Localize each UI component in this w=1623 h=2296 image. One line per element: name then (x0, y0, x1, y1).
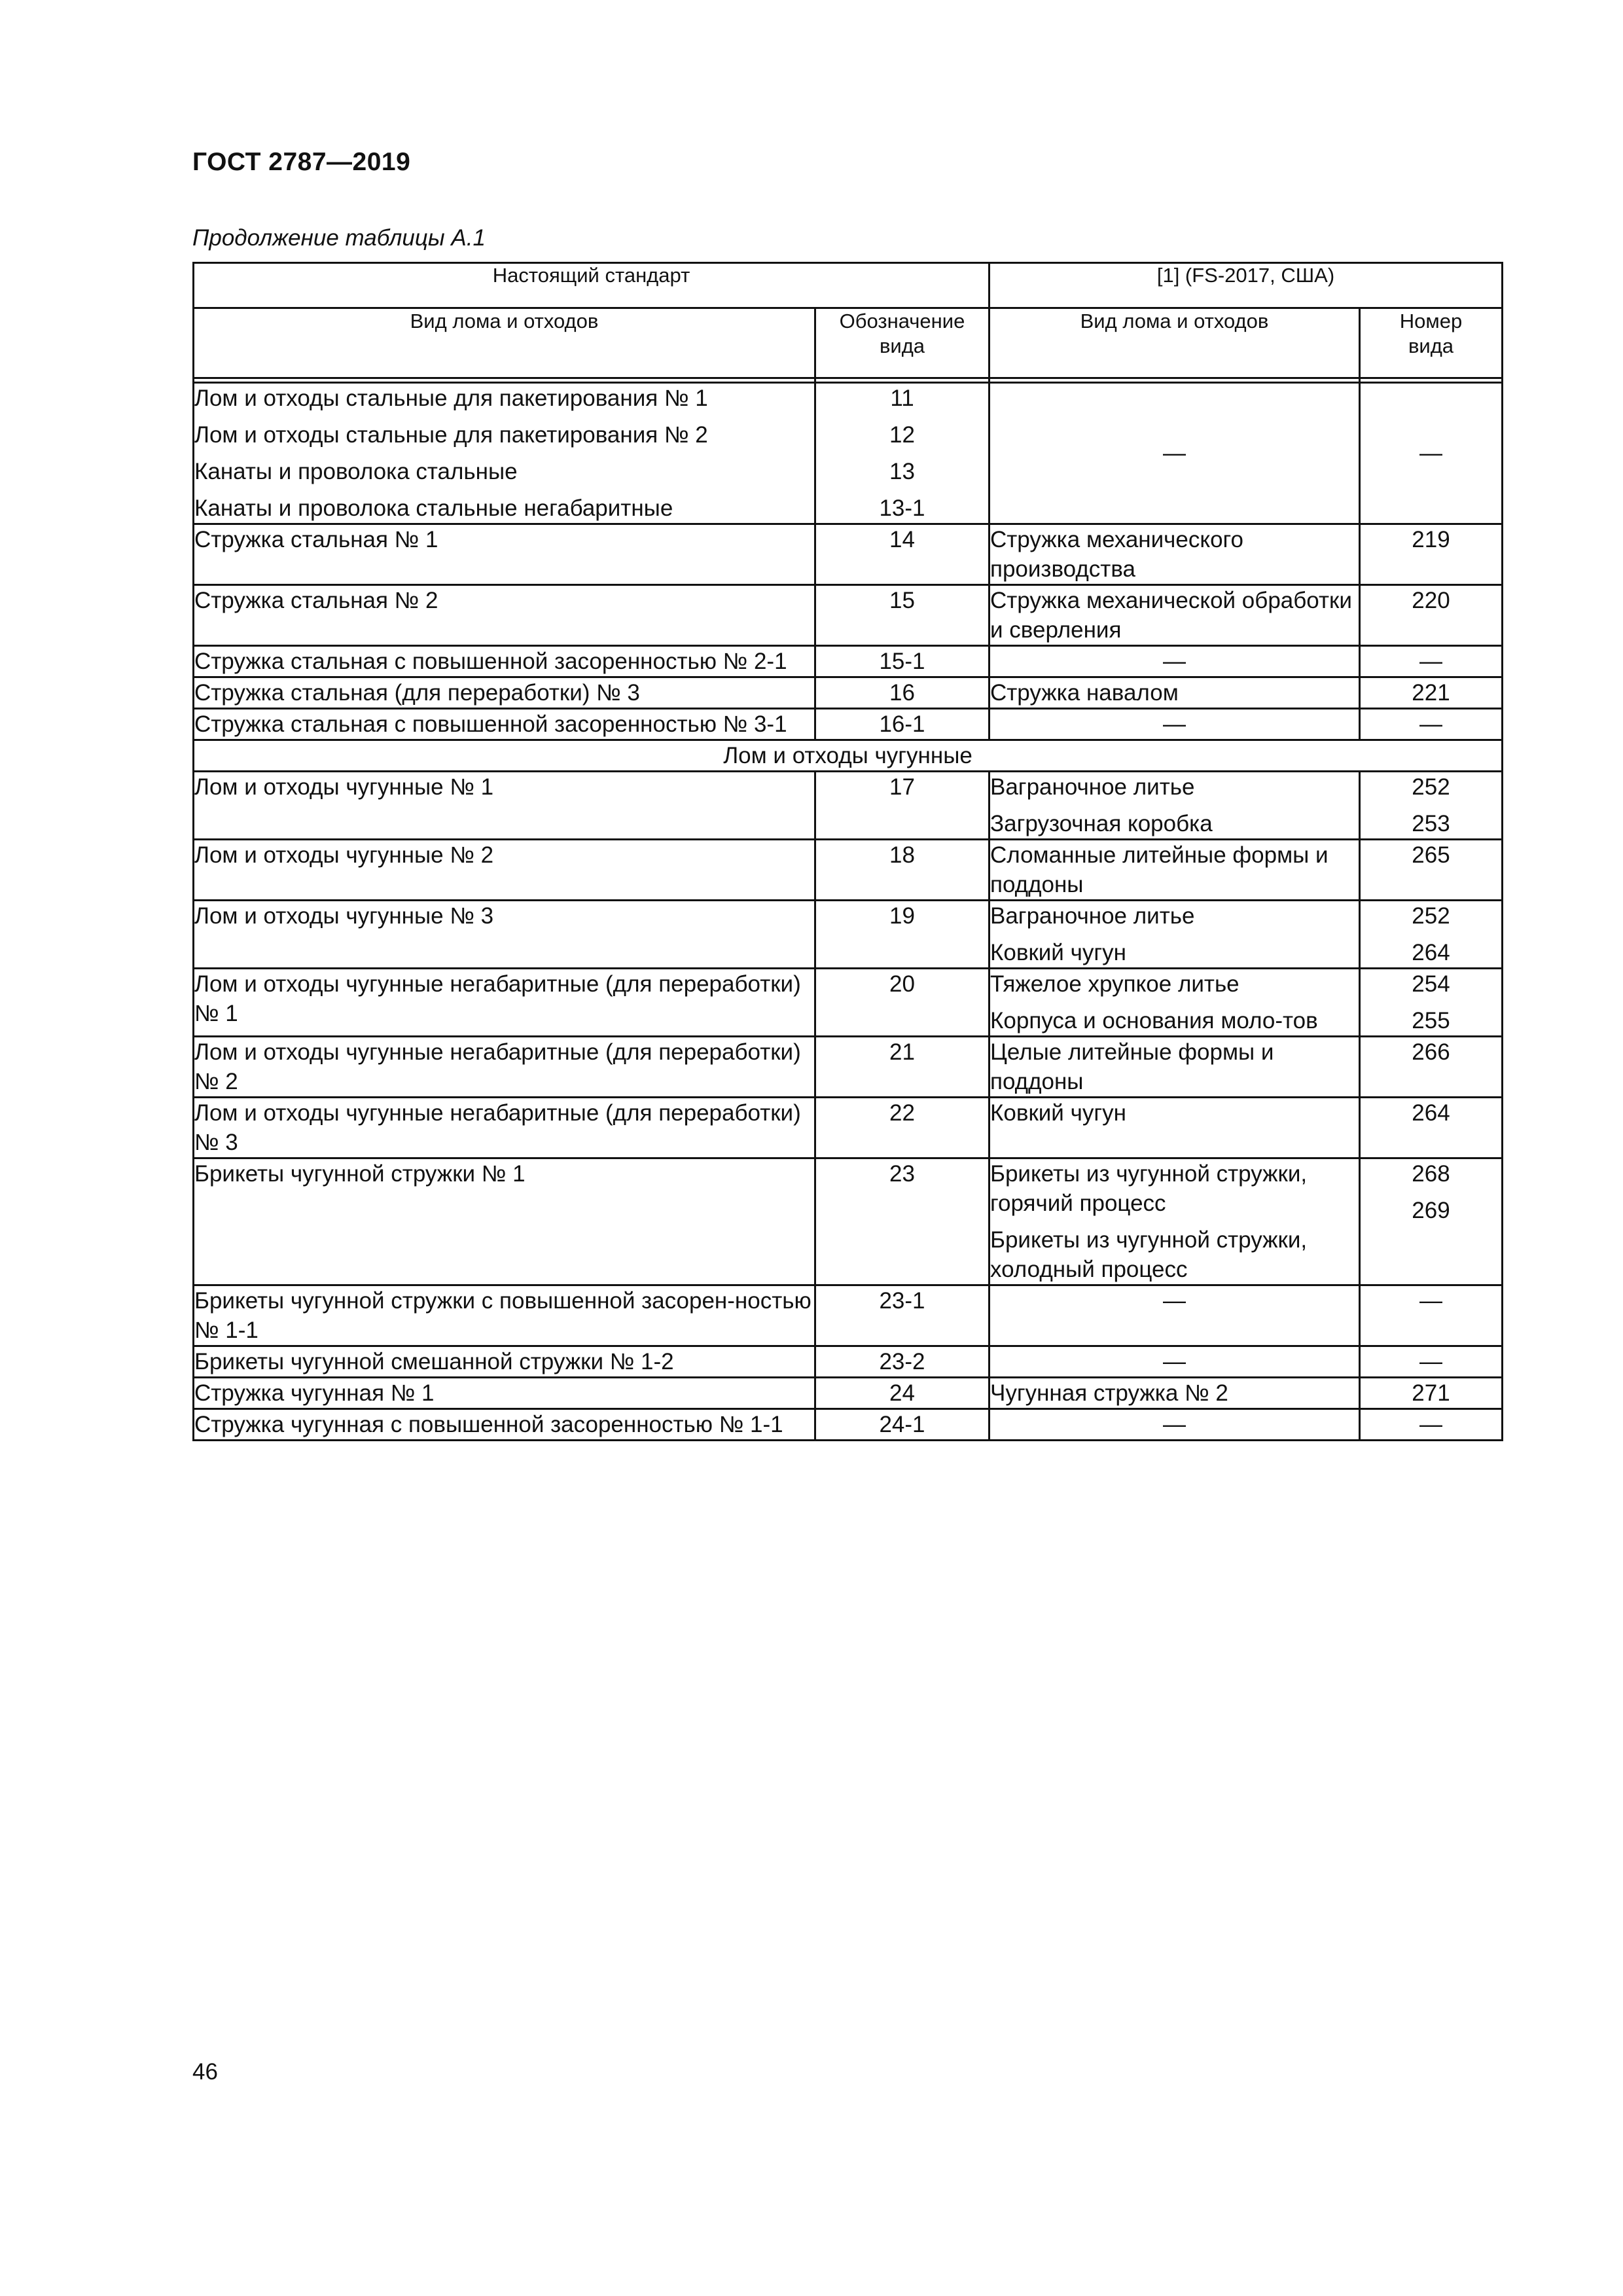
scrap-type-cell-line: Канаты и проволока стальные негабаритные (194, 495, 673, 521)
designation-cell-line: 23 (889, 1161, 915, 1187)
table-row (194, 709, 1503, 740)
col-header-type-right: Вид лома и отходов (990, 308, 1360, 378)
fs-type-cell (990, 709, 1360, 740)
table-row (194, 646, 1503, 677)
fs-type-cell (990, 901, 1360, 969)
designation-cell (815, 1346, 990, 1378)
designation-cell-line: 20 (889, 971, 915, 997)
scrap-type-cell (194, 1378, 815, 1409)
fs-type-cell-line: — (1163, 1288, 1186, 1314)
fs-type-cell (990, 1378, 1360, 1409)
scrap-type-cell (194, 709, 815, 740)
designation-cell (815, 383, 990, 524)
fs-number-cell-line: 221 (1412, 680, 1450, 706)
designation-cell (815, 677, 990, 709)
group-row-cast-iron (194, 740, 1503, 772)
scrap-type-cell (194, 383, 815, 524)
scrap-type-cell-line: Стружка стальная № 1 (194, 527, 438, 552)
scrap-type-cell-line: Лом и отходы стальные для пакетирования № 1 (194, 386, 708, 411)
fs-number-cell-line: 264 (1412, 1100, 1450, 1126)
fs-number-cell (1360, 677, 1503, 709)
fs-type-cell-line: Стружка механического производства (990, 527, 1243, 582)
cast-iron-rows (194, 772, 1503, 1441)
table-row (194, 1409, 1503, 1441)
designation-cell-line: 21 (889, 1039, 915, 1065)
fs-number-cell-line: 268 (1412, 1161, 1450, 1187)
scrap-type-cell (194, 1285, 815, 1346)
fs-type-cell-line: Тяжелое хрупкое литье (990, 971, 1240, 997)
fs-number-cell-line: 265 (1412, 842, 1450, 868)
fs-number-cell (1360, 709, 1503, 740)
fs-number-cell (1360, 969, 1503, 1037)
scrap-type-cell-line: Лом и отходы чугунные № 3 (194, 903, 494, 929)
fs-number-cell (1360, 524, 1503, 585)
scrap-type-cell (194, 646, 815, 677)
fs-number-cell (1360, 646, 1503, 677)
fs-number-cell-line: — (1419, 649, 1442, 674)
fs-number-cell-line: 266 (1412, 1039, 1450, 1065)
scrap-type-cell (194, 1346, 815, 1378)
table-row (194, 524, 1503, 585)
fs-type-cell-line: Ковкий чугун (990, 940, 1126, 965)
designation-cell-line: 24-1 (879, 1412, 925, 1437)
fs-type-cell (990, 524, 1360, 585)
scrap-type-cell-line: Стружка чугунная № 1 (194, 1380, 435, 1406)
scrap-type-cell (194, 969, 815, 1037)
fs-number-cell (1360, 1285, 1503, 1346)
table-row (194, 1158, 1503, 1285)
designation-cell (815, 1098, 990, 1158)
fs-number-cell (1360, 901, 1503, 969)
designation-cell-line: 16 (889, 680, 915, 706)
fs-type-cell-line: — (1163, 1349, 1186, 1374)
fs-type-cell-line: — (1163, 440, 1186, 466)
designation-cell-line: 13-1 (879, 495, 925, 521)
fs-number-cell-line: 252 (1412, 774, 1450, 800)
header-this-standard: Настоящий стандарт (194, 263, 990, 308)
fs-type-cell (990, 677, 1360, 709)
document-code: ГОСТ 2787—2019 (192, 148, 411, 176)
scrap-type-cell (194, 901, 815, 969)
designation-cell-line: 17 (889, 774, 915, 800)
scrap-type-cell-line: Лом и отходы чугунные № 1 (194, 774, 494, 800)
fs-number-cell-line: 220 (1412, 588, 1450, 613)
scrap-type-cell-line: Брикеты чугунной смешанной стружки № 1-2 (194, 1349, 674, 1374)
scrap-type-cell (194, 840, 815, 901)
col-header-number-text: Номер вида (1399, 310, 1463, 357)
designation-cell-line: 23-2 (879, 1349, 925, 1374)
page-number: 46 (192, 2059, 218, 2085)
fs-type-cell-line: Чугунная стружка № 2 (990, 1380, 1228, 1406)
fs-number-cell-line: 271 (1412, 1380, 1450, 1406)
col-header-designation-text: Обозначение вида (839, 310, 965, 357)
designation-cell (815, 1158, 990, 1285)
scrap-type-cell-line: Лом и отходы чугунные негабаритные (для переработки) № 2 (194, 1039, 801, 1094)
fs-type-cell-line: Брикеты из чугунной стружки, холодный процесс (990, 1227, 1308, 1282)
designation-cell-line: 16-1 (879, 711, 925, 737)
fs-number-cell-line: — (1419, 1349, 1442, 1374)
designation-cell (815, 1409, 990, 1441)
fs-type-cell-line: — (1163, 711, 1186, 737)
designation-cell-line: 18 (889, 842, 915, 868)
table-row (194, 1285, 1503, 1346)
fs-type-cell-line: — (1163, 649, 1186, 674)
designation-cell-line: 14 (889, 527, 915, 552)
fs-number-cell-line: 219 (1412, 527, 1450, 552)
designation-cell (815, 646, 990, 677)
table-row (194, 840, 1503, 901)
fs-number-cell-line: — (1419, 440, 1442, 466)
designation-cell (815, 1378, 990, 1409)
fs-type-cell (990, 840, 1360, 901)
fs-number-cell-line: 264 (1412, 940, 1450, 965)
scrap-type-cell-line: Брикеты чугунной стружки с повышенной засорен-ностью № 1-1 (194, 1288, 812, 1343)
table-row (194, 585, 1503, 646)
scrap-type-cell-line: Канаты и проволока стальные (194, 459, 518, 484)
fs-type-cell-line: Корпуса и основания моло-тов (990, 1008, 1318, 1033)
designation-cell-line: 15 (889, 588, 915, 613)
designation-cell (815, 772, 990, 840)
fs-number-cell (1360, 585, 1503, 646)
designation-cell-line: 19 (889, 903, 915, 929)
designation-cell (815, 1037, 990, 1098)
fs-type-cell (990, 646, 1360, 677)
fs-type-cell-line: Ваграночное литье (990, 903, 1195, 929)
fs-number-cell (1360, 1378, 1503, 1409)
scrap-type-cell (194, 677, 815, 709)
scrap-type-cell (194, 1098, 815, 1158)
fs-number-cell (1360, 383, 1503, 524)
scrap-type-cell (194, 1409, 815, 1441)
steel-rows (194, 383, 1503, 740)
designation-cell (815, 585, 990, 646)
fs-type-cell (990, 1158, 1360, 1285)
scrap-type-cell-line: Брикеты чугунной стружки № 1 (194, 1161, 526, 1187)
fs-type-cell-line: Стружка навалом (990, 680, 1179, 706)
designation-cell-line: 24 (889, 1380, 915, 1406)
fs-type-cell-line: Ковкий чугун (990, 1100, 1126, 1126)
fs-type-cell-line: Ваграночное литье (990, 774, 1195, 800)
table-row (194, 969, 1503, 1037)
table-row (194, 772, 1503, 840)
designation-cell-line: 15-1 (879, 649, 925, 674)
designation-cell (815, 901, 990, 969)
table-row (194, 383, 1503, 524)
fs-number-cell-line: 255 (1412, 1008, 1450, 1033)
scrap-type-cell-line: Стружка стальная № 2 (194, 588, 438, 613)
fs-number-cell (1360, 1409, 1503, 1441)
designation-cell-line: 12 (889, 422, 915, 448)
designation-cell (815, 969, 990, 1037)
scrap-types-table (192, 262, 1503, 1441)
scrap-type-cell (194, 1037, 815, 1098)
fs-number-cell-line: — (1419, 711, 1442, 737)
fs-number-cell-line: — (1419, 1412, 1442, 1437)
fs-number-cell (1360, 840, 1503, 901)
scrap-type-cell-line: Стружка стальная с повышенной засоренностью № 2-1 (194, 649, 787, 674)
fs-number-cell-line: — (1419, 1288, 1442, 1314)
fs-number-cell (1360, 1158, 1503, 1285)
col-header-designation (815, 308, 990, 378)
scrap-type-cell (194, 1158, 815, 1285)
table-row (194, 1098, 1503, 1158)
fs-type-cell-line: Загрузочная коробка (990, 811, 1213, 836)
table-row (194, 1378, 1503, 1409)
table-row (194, 1037, 1503, 1098)
designation-cell (815, 709, 990, 740)
fs-type-cell (990, 969, 1360, 1037)
designation-cell (815, 524, 990, 585)
col-header-number (1360, 308, 1503, 378)
fs-type-cell (990, 772, 1360, 840)
scrap-type-cell (194, 585, 815, 646)
fs-number-cell (1360, 1098, 1503, 1158)
scrap-type-cell-line: Лом и отходы стальные для пакетирования № 2 (194, 422, 708, 448)
scrap-type-cell (194, 524, 815, 585)
scrap-type-cell-line: Лом и отходы чугунные негабаритные (для переработки) № 1 (194, 971, 801, 1026)
fs-type-cell (990, 1037, 1360, 1098)
fs-type-cell-line: Брикеты из чугунной стружки, горячий процесс (990, 1161, 1308, 1216)
scrap-type-cell-line: Лом и отходы чугунные № 2 (194, 842, 494, 868)
table-row (194, 1346, 1503, 1378)
fs-type-cell-line: Целые литейные формы и поддоны (990, 1039, 1274, 1094)
fs-type-cell (990, 383, 1360, 524)
fs-type-cell (990, 1285, 1360, 1346)
fs-number-cell (1360, 772, 1503, 840)
scrap-type-cell (194, 772, 815, 840)
fs-number-cell (1360, 1037, 1503, 1098)
fs-number-cell-line: 253 (1412, 811, 1450, 836)
designation-cell (815, 840, 990, 901)
fs-number-cell-line: 252 (1412, 903, 1450, 929)
designation-cell-line: 22 (889, 1100, 915, 1126)
col-header-type-left: Вид лома и отходов (194, 308, 815, 378)
header-fs-2017: [1] (FS-2017, США) (990, 263, 1503, 308)
scrap-type-cell-line: Стружка стальная с повышенной засоренностью № 3-1 (194, 711, 787, 737)
fs-number-cell (1360, 1346, 1503, 1378)
designation-cell-line: 13 (889, 459, 915, 484)
fs-type-cell (990, 585, 1360, 646)
fs-type-cell (990, 1346, 1360, 1378)
table-caption: Продолжение таблицы А.1 (192, 225, 486, 251)
table-row (194, 901, 1503, 969)
fs-number-cell-line: 269 (1412, 1198, 1450, 1223)
fs-type-cell-line: — (1163, 1412, 1186, 1437)
fs-number-cell-line: 254 (1412, 971, 1450, 997)
fs-type-cell (990, 1409, 1360, 1441)
fs-type-cell (990, 1098, 1360, 1158)
group-title-cast-iron: Лом и отходы чугунные (194, 740, 1503, 772)
fs-type-cell-line: Стружка механической обработки и сверления (990, 588, 1352, 643)
designation-cell (815, 1285, 990, 1346)
scrap-type-cell-line: Стружка стальная (для переработки) № 3 (194, 680, 640, 706)
designation-cell-line: 11 (890, 386, 914, 411)
designation-cell-line: 23-1 (879, 1288, 925, 1314)
scrap-type-cell-line: Лом и отходы чугунные негабаритные (для переработки) № 3 (194, 1100, 801, 1155)
fs-type-cell-line: Сломанные литейные формы и поддоны (990, 842, 1329, 897)
header-separator (194, 378, 1503, 383)
scrap-type-cell-line: Стружка чугунная с повышенной засоренностью № 1-1 (194, 1412, 783, 1437)
table-row (194, 677, 1503, 709)
